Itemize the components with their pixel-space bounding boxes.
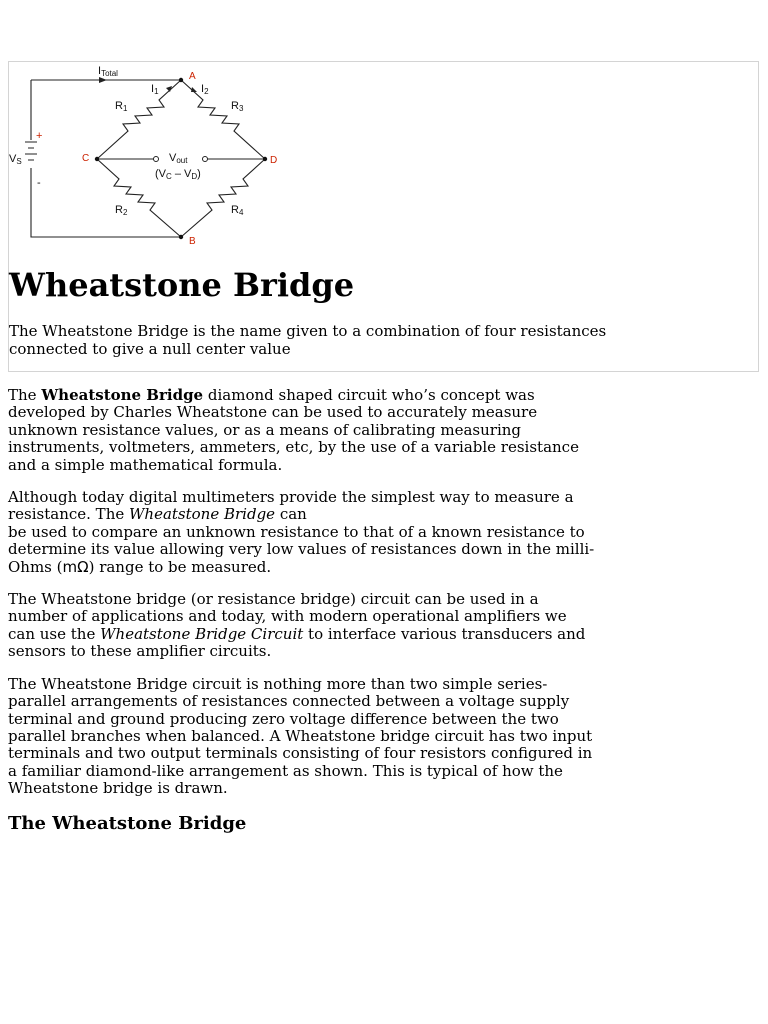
i1-label: I1: [151, 83, 159, 96]
italic-term: Wheatstone Bridge: [129, 505, 276, 524]
node-b-label: B: [189, 236, 196, 247]
vs-label: VS: [9, 153, 22, 166]
vout-terminal-left: [154, 157, 159, 162]
article-body: [8, 387, 598, 835]
r1-label: R1: [115, 100, 128, 113]
node-c-label: C: [82, 153, 90, 164]
i2-arrow-icon: [191, 87, 197, 92]
paragraph-4: The Wheatstone Bridge circuit is nothing more than two simple series-parallel arrangements of resistances connected between a voltage supply terminal and ground producing zero voltage difference between the two parallel branches when balanced. A Wheatstone bridge circuit has two input terminals and two output terminals consisting of four resistors configured in a familiar diamond-like arrangement as shown. This is typical of how the Wheatstone bridge is drawn.: [8, 674, 593, 798]
r2-label: R2: [115, 204, 128, 217]
paragraph-3: The Wheatstone bridge (or resistance bridge) circuit can be used in a number of applications and today, with modern operational amplifiers we can use the Wheatstone Bridge Circuit to interface various transducers and sensors to these amplifier circuits.: [8, 590, 586, 661]
vout-label: Vout: [169, 152, 188, 165]
hero-description: The Wheatstone Bridge is the name given to a combination of four resistances connected to give a null center value: [9, 322, 607, 358]
resistor-r1: [97, 80, 181, 159]
r3-label: R3: [231, 100, 244, 113]
milliohm-symbol: mΩ: [62, 557, 89, 576]
section-title: The Wheatstone Bridge: [8, 812, 247, 834]
node-a-dot: [179, 78, 183, 82]
minus-sign: -: [37, 177, 41, 189]
battery-symbol: [25, 142, 37, 160]
paragraph-1: The Wheatstone Bridge diamond shaped circuit who’s concept was developed by Charles Wheatstone can be used to accurately measure unknown resistance values, or as a means of calibrating measuring instruments, voltmeters, ammeters, etc, by the use of a variable resistance and a simple mathematical formula.: [8, 386, 579, 474]
node-d-dot: [263, 157, 267, 161]
wheatstone-bridge-diagram: [9, 62, 309, 252]
paragraph-2: Although today digital multimeters provide the simplest way to measure a resistance. The Wheatstone Bridge can be used to compare an unknown resistance to that of a known resistance to determine its value allowing very low values of resistances down in the milli-Ohms (mΩ) range to be measured.: [8, 488, 595, 576]
resistor-r4: [181, 159, 265, 237]
vout-terminal-right: [203, 157, 208, 162]
vout-formula: (VC – VD): [155, 168, 201, 181]
hero-title: Wheatstone Bridge: [9, 266, 355, 304]
i2-label: I2: [201, 83, 209, 96]
hero-card[interactable]: [8, 61, 759, 372]
node-d-label: D: [270, 155, 278, 166]
bold-term: Wheatstone Bridge: [41, 386, 204, 404]
r4-label: R4: [231, 204, 244, 217]
resistor-r2: [97, 159, 181, 237]
plus-sign: +: [36, 130, 43, 142]
i-total-label: ITotal: [98, 65, 118, 78]
node-c-dot: [95, 157, 99, 161]
node-b-dot: [179, 235, 183, 239]
italic-term: Wheatstone Bridge Circuit: [100, 624, 304, 643]
node-a-label: A: [189, 71, 196, 82]
